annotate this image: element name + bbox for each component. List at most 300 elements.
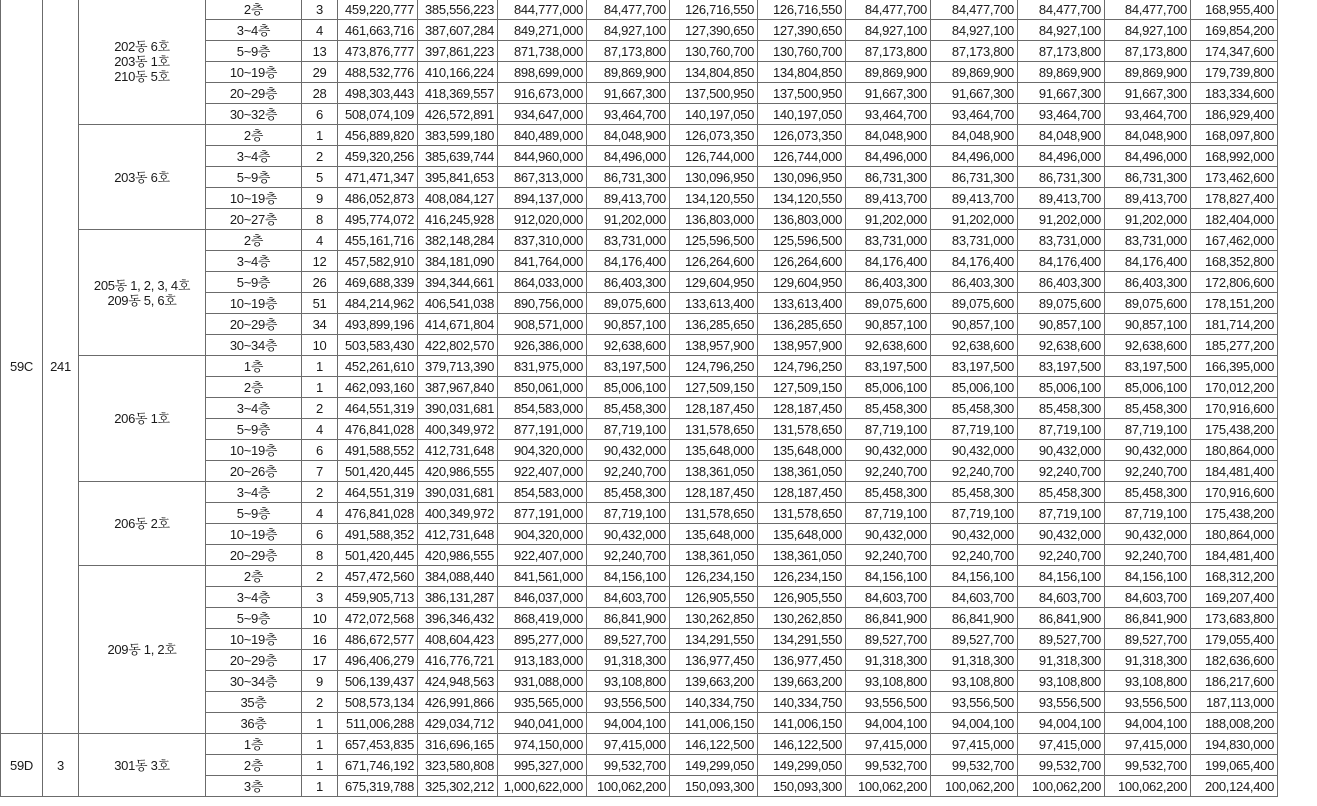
- interim-payment-5-cell: 92,240,700: [1018, 461, 1105, 482]
- interim-payment-2-cell: 146,122,500: [758, 734, 846, 755]
- interim-payment-5-cell: 89,075,600: [1018, 293, 1105, 314]
- land-price-cell: 456,889,820: [338, 125, 418, 146]
- floor-range-cell: 3~4층: [206, 146, 302, 167]
- table-row: [1, 125, 1278, 146]
- floor-range-cell: 20~29층: [206, 314, 302, 335]
- interim-payment-6-cell: 97,415,000: [1105, 734, 1191, 755]
- interim-payment-3-cell: 93,108,800: [846, 671, 931, 692]
- floor-range-cell: 3~4층: [206, 251, 302, 272]
- floor-range-cell: 36층: [206, 713, 302, 734]
- interim-payment-2-cell: 135,648,000: [758, 440, 846, 461]
- interim-payment-5-cell: 89,527,700: [1018, 629, 1105, 650]
- interim-payment-6-cell: 94,004,100: [1105, 713, 1191, 734]
- contract-deposit-cell: 86,731,300: [587, 167, 670, 188]
- floor-range-cell: 5~9층: [206, 419, 302, 440]
- floor-range-cell: 20~26층: [206, 461, 302, 482]
- building-price-cell: 395,841,653: [418, 167, 498, 188]
- interim-payment-1-cell: 136,285,650: [670, 314, 758, 335]
- floor-range-cell: 3~4층: [206, 20, 302, 41]
- interim-payment-5-cell: 92,638,600: [1018, 335, 1105, 356]
- floor-range-cell: 3~4층: [206, 587, 302, 608]
- balance-payment-cell: 194,830,000: [1191, 734, 1278, 755]
- balance-payment-cell: 168,992,000: [1191, 146, 1278, 167]
- balance-payment-cell: 172,806,600: [1191, 272, 1278, 293]
- interim-payment-3-cell: 91,202,000: [846, 209, 931, 230]
- balance-payment-cell: 178,151,200: [1191, 293, 1278, 314]
- floor-range-cell: 1층: [206, 356, 302, 377]
- table-row: [1, 482, 1278, 503]
- supply-price-cell: 877,191,000: [498, 503, 587, 524]
- interim-payment-5-cell: 100,062,200: [1018, 776, 1105, 797]
- building-price-cell: 379,713,390: [418, 356, 498, 377]
- contract-deposit-cell: 89,527,700: [587, 629, 670, 650]
- supply-price-cell: 890,756,000: [498, 293, 587, 314]
- balance-payment-cell: 173,683,800: [1191, 608, 1278, 629]
- building-price-cell: 426,991,866: [418, 692, 498, 713]
- supply-price-cell: 841,561,000: [498, 566, 587, 587]
- supply-price-cell: 846,037,000: [498, 587, 587, 608]
- interim-payment-2-cell: 134,291,550: [758, 629, 846, 650]
- building-price-cell: 420,986,555: [418, 461, 498, 482]
- interim-payment-2-cell: 138,957,900: [758, 335, 846, 356]
- land-price-cell: 511,006,288: [338, 713, 418, 734]
- interim-payment-2-cell: 141,006,150: [758, 713, 846, 734]
- land-price-cell: 493,899,196: [338, 314, 418, 335]
- interim-payment-6-cell: 90,432,000: [1105, 524, 1191, 545]
- building-price-cell: 394,344,661: [418, 272, 498, 293]
- balance-payment-cell: 200,124,400: [1191, 776, 1278, 797]
- building-unit-cell: 209동 1, 2호: [79, 566, 206, 734]
- interim-payment-4-cell: 84,048,900: [931, 125, 1018, 146]
- land-price-cell: 472,072,568: [338, 608, 418, 629]
- interim-payment-6-cell: 89,075,600: [1105, 293, 1191, 314]
- unit-count-cell: 1: [302, 734, 338, 755]
- unit-count-cell: 2: [302, 146, 338, 167]
- unit-count-cell: 12: [302, 251, 338, 272]
- interim-payment-1-cell: 146,122,500: [670, 734, 758, 755]
- interim-payment-6-cell: 84,496,000: [1105, 146, 1191, 167]
- balance-payment-cell: 185,277,200: [1191, 335, 1278, 356]
- interim-payment-1-cell: 131,578,650: [670, 419, 758, 440]
- unit-count-cell: 3: [302, 587, 338, 608]
- interim-payment-4-cell: 93,556,500: [931, 692, 1018, 713]
- interim-payment-4-cell: 89,075,600: [931, 293, 1018, 314]
- supply-price-cell: 840,489,000: [498, 125, 587, 146]
- interim-payment-1-cell: 126,744,000: [670, 146, 758, 167]
- land-price-cell: 476,841,028: [338, 419, 418, 440]
- interim-payment-1-cell: 134,120,550: [670, 188, 758, 209]
- interim-payment-5-cell: 84,477,700: [1018, 0, 1105, 20]
- balance-payment-cell: 168,955,400: [1191, 0, 1278, 20]
- supply-price-cell: 1,000,622,000: [498, 776, 587, 797]
- interim-payment-2-cell: 135,648,000: [758, 524, 846, 545]
- interim-payment-5-cell: 84,156,100: [1018, 566, 1105, 587]
- interim-payment-3-cell: 85,006,100: [846, 377, 931, 398]
- interim-payment-1-cell: 126,264,600: [670, 251, 758, 272]
- interim-payment-3-cell: 93,556,500: [846, 692, 931, 713]
- supply-price-cell: 837,310,000: [498, 230, 587, 251]
- interim-payment-5-cell: 84,496,000: [1018, 146, 1105, 167]
- interim-payment-5-cell: 94,004,100: [1018, 713, 1105, 734]
- building-price-cell: 412,731,648: [418, 524, 498, 545]
- interim-payment-2-cell: 126,744,000: [758, 146, 846, 167]
- interim-payment-6-cell: 91,318,300: [1105, 650, 1191, 671]
- interim-payment-4-cell: 92,638,600: [931, 335, 1018, 356]
- interim-payment-2-cell: 138,361,050: [758, 545, 846, 566]
- floor-range-cell: 35층: [206, 692, 302, 713]
- balance-payment-cell: 182,636,600: [1191, 650, 1278, 671]
- interim-payment-6-cell: 85,006,100: [1105, 377, 1191, 398]
- interim-payment-3-cell: 84,603,700: [846, 587, 931, 608]
- interim-payment-6-cell: 83,731,000: [1105, 230, 1191, 251]
- interim-payment-2-cell: 140,197,050: [758, 104, 846, 125]
- land-price-cell: 486,672,577: [338, 629, 418, 650]
- building-price-cell: 385,639,744: [418, 146, 498, 167]
- supply-price-cell: 868,419,000: [498, 608, 587, 629]
- supply-price-cell: 844,777,000: [498, 0, 587, 20]
- contract-deposit-cell: 84,176,400: [587, 251, 670, 272]
- floor-range-cell: 10~19층: [206, 293, 302, 314]
- interim-payment-2-cell: 126,264,600: [758, 251, 846, 272]
- interim-payment-1-cell: 124,796,250: [670, 356, 758, 377]
- interim-payment-4-cell: 83,197,500: [931, 356, 1018, 377]
- land-price-cell: 455,161,716: [338, 230, 418, 251]
- floor-range-cell: 10~19층: [206, 188, 302, 209]
- balance-payment-cell: 170,916,600: [1191, 398, 1278, 419]
- interim-payment-5-cell: 89,413,700: [1018, 188, 1105, 209]
- supply-price-cell: 913,183,000: [498, 650, 587, 671]
- balance-payment-cell: 169,207,400: [1191, 587, 1278, 608]
- building-price-cell: 416,245,928: [418, 209, 498, 230]
- interim-payment-4-cell: 84,603,700: [931, 587, 1018, 608]
- table-row: [1, 734, 1278, 755]
- supply-price-cell: 908,571,000: [498, 314, 587, 335]
- interim-payment-1-cell: 134,804,850: [670, 62, 758, 83]
- contract-deposit-cell: 93,108,800: [587, 671, 670, 692]
- interim-payment-3-cell: 84,927,100: [846, 20, 931, 41]
- interim-payment-5-cell: 90,432,000: [1018, 524, 1105, 545]
- interim-payment-2-cell: 131,578,650: [758, 503, 846, 524]
- interim-payment-3-cell: 93,464,700: [846, 104, 931, 125]
- interim-payment-6-cell: 84,156,100: [1105, 566, 1191, 587]
- building-price-cell: 420,986,555: [418, 545, 498, 566]
- interim-payment-5-cell: 84,048,900: [1018, 125, 1105, 146]
- balance-payment-cell: 183,334,600: [1191, 83, 1278, 104]
- interim-payment-2-cell: 140,334,750: [758, 692, 846, 713]
- land-price-cell: 491,588,552: [338, 440, 418, 461]
- interim-payment-6-cell: 92,240,700: [1105, 461, 1191, 482]
- interim-payment-6-cell: 91,202,000: [1105, 209, 1191, 230]
- interim-payment-2-cell: 134,804,850: [758, 62, 846, 83]
- floor-range-cell: 20~27층: [206, 209, 302, 230]
- unit-count-cell: 16: [302, 629, 338, 650]
- balance-payment-cell: 168,312,200: [1191, 566, 1278, 587]
- supply-price-cell: 841,764,000: [498, 251, 587, 272]
- building-price-cell: 412,731,648: [418, 440, 498, 461]
- building-unit-cell: 301동 3호: [79, 734, 206, 797]
- supply-price-cell: 922,407,000: [498, 461, 587, 482]
- building-unit-cell: 205동 1, 2, 3, 4호 209동 5, 6호: [79, 230, 206, 356]
- interim-payment-5-cell: 87,719,100: [1018, 503, 1105, 524]
- floor-range-cell: 5~9층: [206, 272, 302, 293]
- balance-payment-cell: 180,864,000: [1191, 524, 1278, 545]
- balance-payment-cell: 170,012,200: [1191, 377, 1278, 398]
- balance-payment-cell: 180,864,000: [1191, 440, 1278, 461]
- interim-payment-6-cell: 93,108,800: [1105, 671, 1191, 692]
- interim-payment-1-cell: 130,096,950: [670, 167, 758, 188]
- interim-payment-3-cell: 99,532,700: [846, 755, 931, 776]
- floor-range-cell: 2층: [206, 230, 302, 251]
- unit-count-cell: 28: [302, 83, 338, 104]
- interim-payment-4-cell: 87,173,800: [931, 41, 1018, 62]
- supply-price-cell: 849,271,000: [498, 20, 587, 41]
- interim-payment-3-cell: 86,731,300: [846, 167, 931, 188]
- interim-payment-1-cell: 128,187,450: [670, 398, 758, 419]
- floor-range-cell: 5~9층: [206, 41, 302, 62]
- interim-payment-3-cell: 90,857,100: [846, 314, 931, 335]
- interim-payment-4-cell: 100,062,200: [931, 776, 1018, 797]
- supply-price-cell: 864,033,000: [498, 272, 587, 293]
- balance-payment-cell: 187,113,000: [1191, 692, 1278, 713]
- balance-payment-cell: 186,929,400: [1191, 104, 1278, 125]
- total-units-cell: 241: [43, 0, 79, 734]
- building-price-cell: 408,604,423: [418, 629, 498, 650]
- unit-count-cell: 6: [302, 524, 338, 545]
- interim-payment-4-cell: 85,458,300: [931, 398, 1018, 419]
- interim-payment-1-cell: 127,390,650: [670, 20, 758, 41]
- supply-price-cell: 854,583,000: [498, 482, 587, 503]
- interim-payment-6-cell: 84,477,700: [1105, 0, 1191, 20]
- floor-range-cell: 2층: [206, 566, 302, 587]
- interim-payment-4-cell: 89,527,700: [931, 629, 1018, 650]
- land-price-cell: 464,551,319: [338, 398, 418, 419]
- interim-payment-1-cell: 130,262,850: [670, 608, 758, 629]
- land-price-cell: 469,688,339: [338, 272, 418, 293]
- building-price-cell: 410,166,224: [418, 62, 498, 83]
- supply-price-cell: 935,565,000: [498, 692, 587, 713]
- interim-payment-4-cell: 93,108,800: [931, 671, 1018, 692]
- building-price-cell: 400,349,972: [418, 419, 498, 440]
- unit-count-cell: 9: [302, 671, 338, 692]
- balance-payment-cell: 166,395,000: [1191, 356, 1278, 377]
- contract-deposit-cell: 85,006,100: [587, 377, 670, 398]
- interim-payment-3-cell: 86,841,900: [846, 608, 931, 629]
- contract-deposit-cell: 91,667,300: [587, 83, 670, 104]
- unit-count-cell: 4: [302, 503, 338, 524]
- unit-count-cell: 34: [302, 314, 338, 335]
- building-price-cell: 325,302,212: [418, 776, 498, 797]
- floor-range-cell: 2층: [206, 125, 302, 146]
- supply-price-cell: 894,137,000: [498, 188, 587, 209]
- interim-payment-2-cell: 137,500,950: [758, 83, 846, 104]
- contract-deposit-cell: 91,202,000: [587, 209, 670, 230]
- interim-payment-2-cell: 126,905,550: [758, 587, 846, 608]
- contract-deposit-cell: 85,458,300: [587, 482, 670, 503]
- building-price-cell: 416,776,721: [418, 650, 498, 671]
- interim-payment-1-cell: 135,648,000: [670, 524, 758, 545]
- interim-payment-4-cell: 91,202,000: [931, 209, 1018, 230]
- unit-count-cell: 1: [302, 125, 338, 146]
- balance-payment-cell: 174,347,600: [1191, 41, 1278, 62]
- land-price-cell: 484,214,962: [338, 293, 418, 314]
- unit-count-cell: 1: [302, 377, 338, 398]
- floor-range-cell: 20~29층: [206, 83, 302, 104]
- interim-payment-3-cell: 87,719,100: [846, 419, 931, 440]
- supply-price-cell: 931,088,000: [498, 671, 587, 692]
- unit-count-cell: 1: [302, 755, 338, 776]
- interim-payment-5-cell: 99,532,700: [1018, 755, 1105, 776]
- interim-payment-2-cell: 131,578,650: [758, 419, 846, 440]
- land-price-cell: 498,303,443: [338, 83, 418, 104]
- interim-payment-4-cell: 84,496,000: [931, 146, 1018, 167]
- interim-payment-6-cell: 90,432,000: [1105, 440, 1191, 461]
- interim-payment-4-cell: 87,719,100: [931, 503, 1018, 524]
- interim-payment-6-cell: 85,458,300: [1105, 398, 1191, 419]
- interim-payment-6-cell: 84,603,700: [1105, 587, 1191, 608]
- interim-payment-5-cell: 84,927,100: [1018, 20, 1105, 41]
- floor-range-cell: 30~34층: [206, 671, 302, 692]
- balance-payment-cell: 182,404,000: [1191, 209, 1278, 230]
- supply-price-cell: 904,320,000: [498, 524, 587, 545]
- land-price-cell: 462,093,160: [338, 377, 418, 398]
- balance-payment-cell: 179,055,400: [1191, 629, 1278, 650]
- interim-payment-3-cell: 83,731,000: [846, 230, 931, 251]
- interim-payment-1-cell: 138,361,050: [670, 545, 758, 566]
- interim-payment-5-cell: 87,719,100: [1018, 419, 1105, 440]
- interim-payment-4-cell: 93,464,700: [931, 104, 1018, 125]
- interim-payment-1-cell: 138,361,050: [670, 461, 758, 482]
- unit-count-cell: 51: [302, 293, 338, 314]
- land-price-cell: 486,052,873: [338, 188, 418, 209]
- supply-price-cell: 898,699,000: [498, 62, 587, 83]
- balance-payment-cell: 178,827,400: [1191, 188, 1278, 209]
- interim-payment-5-cell: 93,108,800: [1018, 671, 1105, 692]
- land-price-cell: 464,551,319: [338, 482, 418, 503]
- contract-deposit-cell: 84,603,700: [587, 587, 670, 608]
- interim-payment-6-cell: 83,197,500: [1105, 356, 1191, 377]
- interim-payment-2-cell: 126,234,150: [758, 566, 846, 587]
- land-price-cell: 488,532,776: [338, 62, 418, 83]
- interim-payment-3-cell: 90,432,000: [846, 524, 931, 545]
- interim-payment-5-cell: 84,176,400: [1018, 251, 1105, 272]
- interim-payment-1-cell: 133,613,400: [670, 293, 758, 314]
- building-price-cell: 390,031,681: [418, 482, 498, 503]
- floor-range-cell: 5~9층: [206, 503, 302, 524]
- interim-payment-2-cell: 124,796,250: [758, 356, 846, 377]
- interim-payment-5-cell: 86,841,900: [1018, 608, 1105, 629]
- interim-payment-6-cell: 86,841,900: [1105, 608, 1191, 629]
- balance-payment-cell: 168,097,800: [1191, 125, 1278, 146]
- interim-payment-6-cell: 84,176,400: [1105, 251, 1191, 272]
- interim-payment-1-cell: 139,663,200: [670, 671, 758, 692]
- land-price-cell: 675,319,788: [338, 776, 418, 797]
- unit-count-cell: 7: [302, 461, 338, 482]
- interim-payment-3-cell: 84,176,400: [846, 251, 931, 272]
- unit-count-cell: 2: [302, 566, 338, 587]
- balance-payment-cell: 184,481,400: [1191, 545, 1278, 566]
- unit-count-cell: 6: [302, 440, 338, 461]
- supply-price-cell: 877,191,000: [498, 419, 587, 440]
- supply-price-cell: 867,313,000: [498, 167, 587, 188]
- land-price-cell: 471,471,347: [338, 167, 418, 188]
- contract-deposit-cell: 93,464,700: [587, 104, 670, 125]
- interim-payment-4-cell: 87,719,100: [931, 419, 1018, 440]
- contract-deposit-cell: 97,415,000: [587, 734, 670, 755]
- balance-payment-cell: 199,065,400: [1191, 755, 1278, 776]
- interim-payment-3-cell: 89,527,700: [846, 629, 931, 650]
- building-price-cell: 384,181,090: [418, 251, 498, 272]
- interim-payment-1-cell: 136,977,450: [670, 650, 758, 671]
- supply-price-cell: 854,583,000: [498, 398, 587, 419]
- interim-payment-4-cell: 84,927,100: [931, 20, 1018, 41]
- floor-range-cell: 10~19층: [206, 629, 302, 650]
- floor-range-cell: 2층: [206, 377, 302, 398]
- interim-payment-2-cell: 125,596,500: [758, 230, 846, 251]
- interim-payment-6-cell: 86,403,300: [1105, 272, 1191, 293]
- land-price-cell: 503,583,430: [338, 335, 418, 356]
- housing-type-cell: 59D: [1, 734, 43, 797]
- interim-payment-3-cell: 84,477,700: [846, 0, 931, 20]
- interim-payment-2-cell: 138,361,050: [758, 461, 846, 482]
- interim-payment-6-cell: 92,638,600: [1105, 335, 1191, 356]
- interim-payment-1-cell: 127,509,150: [670, 377, 758, 398]
- supply-price-cell: 844,960,000: [498, 146, 587, 167]
- balance-payment-cell: 175,438,200: [1191, 419, 1278, 440]
- building-unit-cell: 206동 2호: [79, 482, 206, 566]
- unit-count-cell: 8: [302, 545, 338, 566]
- building-price-cell: 418,369,557: [418, 83, 498, 104]
- contract-deposit-cell: 89,869,900: [587, 62, 670, 83]
- interim-payment-4-cell: 85,458,300: [931, 482, 1018, 503]
- supply-price-cell: 926,386,000: [498, 335, 587, 356]
- interim-payment-1-cell: 125,596,500: [670, 230, 758, 251]
- interim-payment-6-cell: 85,458,300: [1105, 482, 1191, 503]
- contract-deposit-cell: 89,413,700: [587, 188, 670, 209]
- interim-payment-2-cell: 130,096,950: [758, 167, 846, 188]
- supply-price-cell: 831,975,000: [498, 356, 587, 377]
- interim-payment-3-cell: 85,458,300: [846, 482, 931, 503]
- balance-payment-cell: 169,854,200: [1191, 20, 1278, 41]
- balance-payment-cell: 167,462,000: [1191, 230, 1278, 251]
- land-price-cell: 506,139,437: [338, 671, 418, 692]
- balance-payment-cell: 179,739,800: [1191, 62, 1278, 83]
- interim-payment-2-cell: 127,509,150: [758, 377, 846, 398]
- balance-payment-cell: 170,916,600: [1191, 482, 1278, 503]
- interim-payment-3-cell: 92,638,600: [846, 335, 931, 356]
- supply-price-cell: 895,277,000: [498, 629, 587, 650]
- interim-payment-5-cell: 87,173,800: [1018, 41, 1105, 62]
- interim-payment-3-cell: 89,413,700: [846, 188, 931, 209]
- contract-deposit-cell: 83,197,500: [587, 356, 670, 377]
- contract-deposit-cell: 86,841,900: [587, 608, 670, 629]
- interim-payment-6-cell: 86,731,300: [1105, 167, 1191, 188]
- contract-deposit-cell: 90,857,100: [587, 314, 670, 335]
- interim-payment-2-cell: 150,093,300: [758, 776, 846, 797]
- unit-count-cell: 9: [302, 188, 338, 209]
- supply-price-cell: 995,327,000: [498, 755, 587, 776]
- interim-payment-2-cell: 149,299,050: [758, 755, 846, 776]
- contract-deposit-cell: 92,240,700: [587, 461, 670, 482]
- interim-payment-6-cell: 100,062,200: [1105, 776, 1191, 797]
- interim-payment-5-cell: 86,403,300: [1018, 272, 1105, 293]
- interim-payment-5-cell: 90,857,100: [1018, 314, 1105, 335]
- interim-payment-4-cell: 90,432,000: [931, 440, 1018, 461]
- contract-deposit-cell: 91,318,300: [587, 650, 670, 671]
- unit-count-cell: 3: [302, 0, 338, 20]
- contract-deposit-cell: 90,432,000: [587, 440, 670, 461]
- land-price-cell: 457,472,560: [338, 566, 418, 587]
- unit-count-cell: 4: [302, 230, 338, 251]
